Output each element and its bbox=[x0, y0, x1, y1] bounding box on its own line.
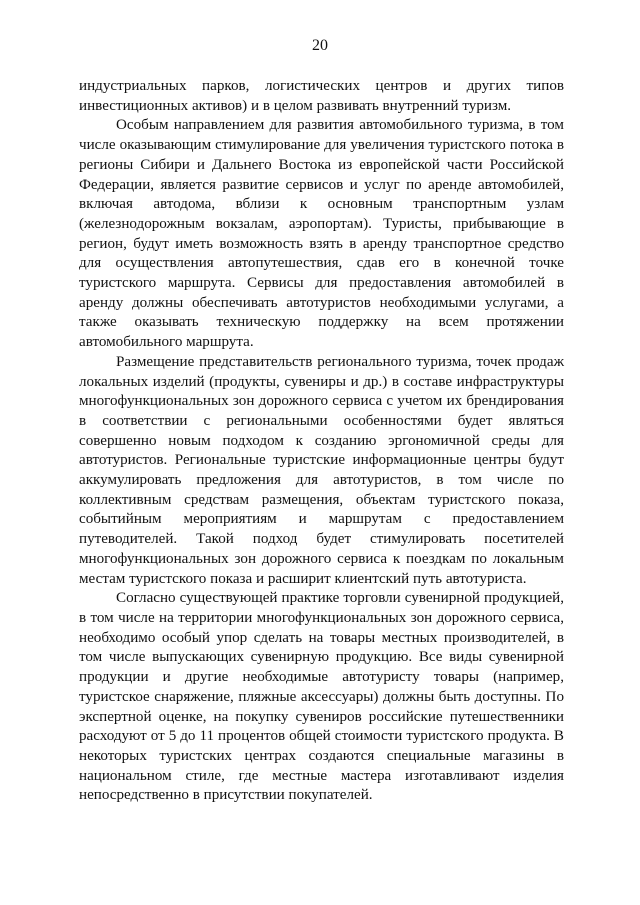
paragraph-regional-offices: Размещение представительств регионального туризма, точек продаж локальных изделий (продукты, сувениры и др.) в составе инфраструктуры многофункциональных зон дорожного сервиса с учетом их брендирования в соответствии с региональными особенностями будет являться совершенно новым подходом к созданию эргономичной среды для автотуристов. Региональные туристские информационные центры будут аккумулировать предложения для автотуристов, в том числе по коллективным средствам размещения, объектам туристского показа, событийным мероприятиям и маршрутам с предоставлением путеводителей. Такой подход будет стимулировать посетителей многофункциональных зон дорожного сервиса к поездкам по локальным местам туристского показа и расширит клиентский путь автотуриста. bbox=[79, 353, 564, 587]
paragraph-souvenirs: Согласно существующей практике торговли сувенирной продукцией, в том числе на территории многофункциональных зон дорожного сервиса, необходимо особый упор сделать на товары местных производителей, в том числе выпускающих сувенирную продукцию. Все виды сувенирной продукции и другие необходимые автотуристу товары (например, туристское снаряжение, пляжные аксессуары) должны быть доступны. По экспертной оценке, на покупку сувениров российские путешественники расходуют от 5 до 11 процентов общей стоимости туристского продукта. В некоторых туристских центрах создаются специальные магазины в национальном стиле, где местные мастера изготавливают изделия непосредственно в присутствии покупателей. bbox=[79, 590, 564, 804]
page-number: 20 bbox=[312, 37, 328, 54]
paragraph-continuation: индустриальных парков, логистических центров и других типов инвестиционных активов) и в целом развивать внутренний туризм. bbox=[79, 78, 564, 114]
paragraph-car-rental: Особым направлением для развития автомобильного туризма, в том числе оказывающим стимулирование для увеличения туристского потока в регионы Сибири и Дальнего Востока из европейской части Российской Федерации, является развитие сервисов и услуг по аренде автомобилей, включая автодома, вблизи к основным транспортным узлам (железнодорожным вокзалам, аэропортам). Туристы, прибывающие в регион, будут иметь возможность взять в аренду транспортное средство для осуществления автопутешествия, сдав его в конечной точке туристского маршрута. Сервисы для предоставления автомобилей в аренду должны обеспечивать автотуристов необходимыми услугами, а также оказывать техническую поддержку на всем протяжении автомобильного маршрута. bbox=[79, 117, 564, 351]
document-body bbox=[79, 77, 564, 806]
